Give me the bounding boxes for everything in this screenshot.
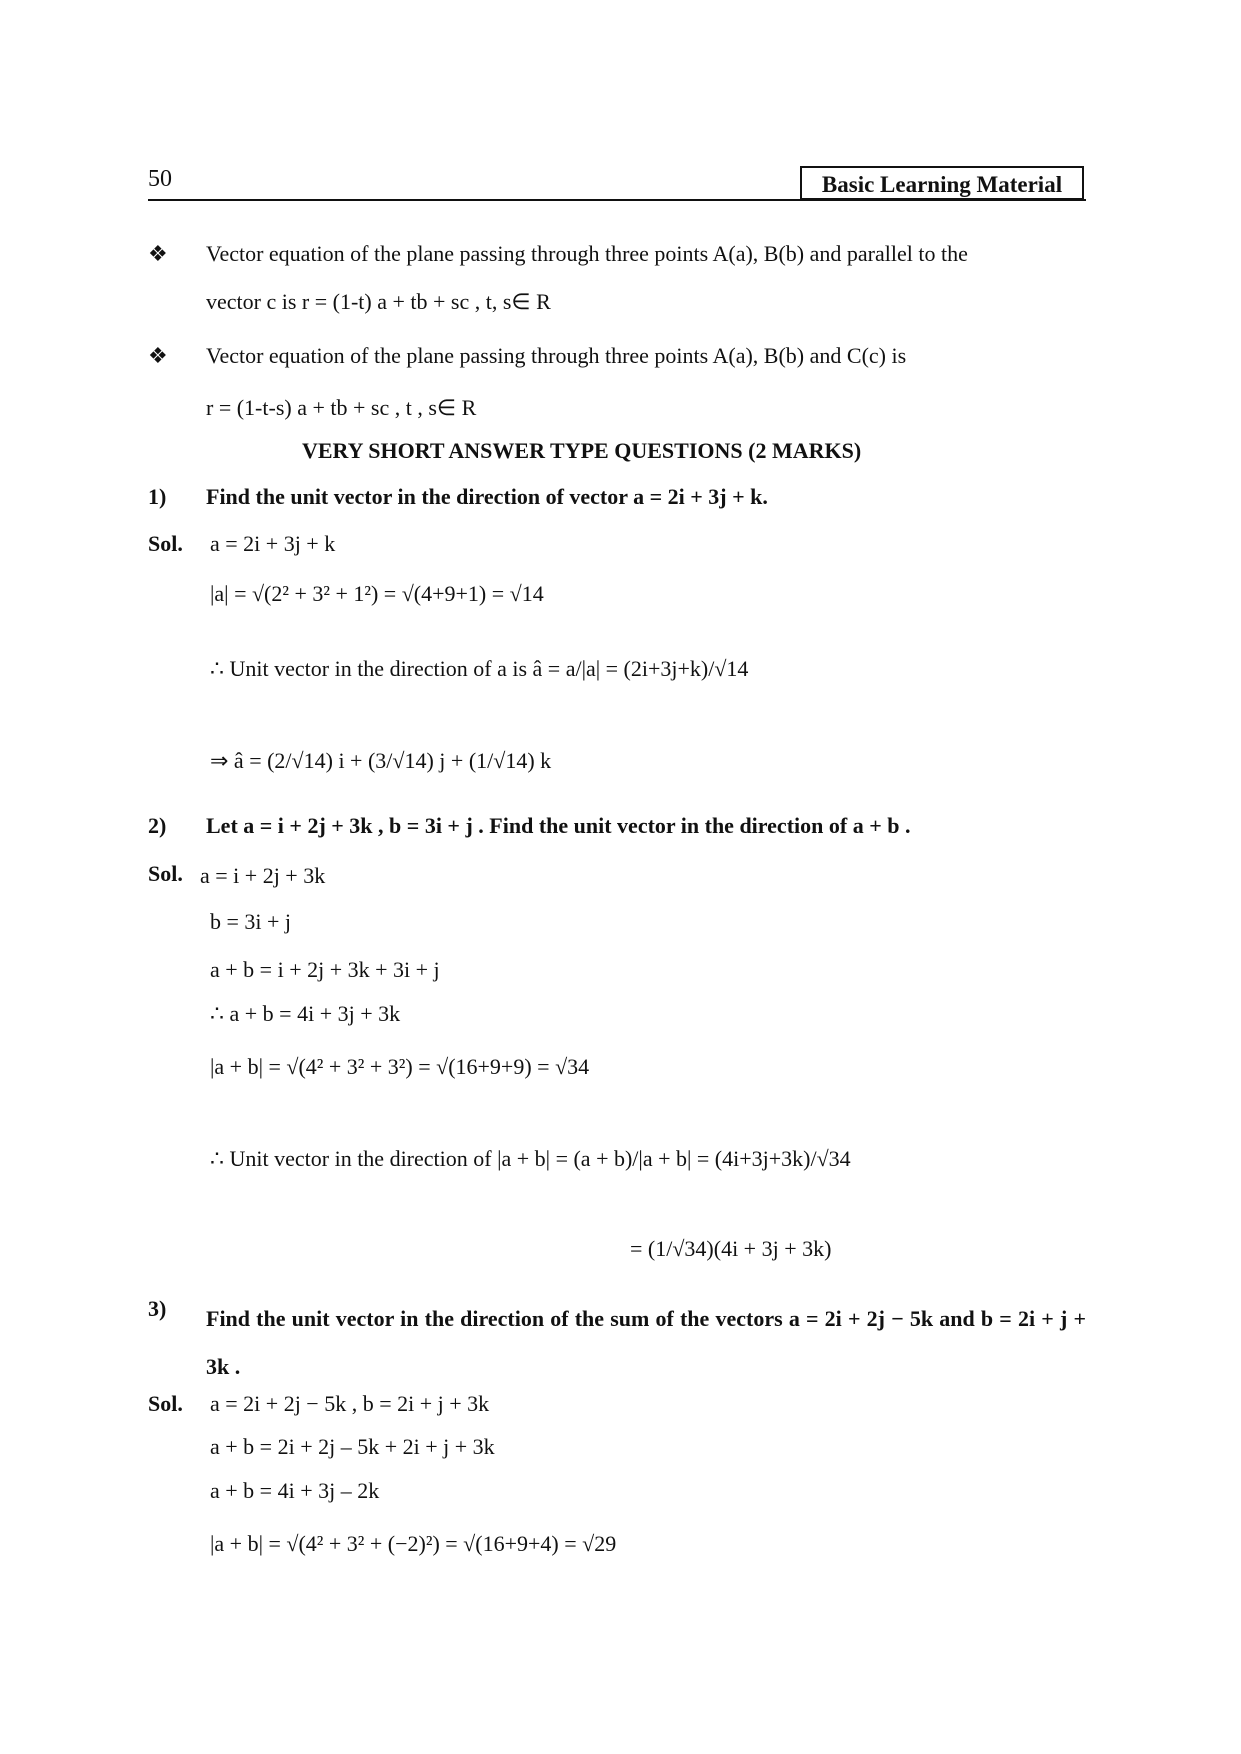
- page-number: 50: [148, 166, 172, 192]
- sol-label: Sol.: [148, 861, 183, 886]
- q2-step-6: ∴ Unit vector in the direction of |a + b| = (a + b)/|a + b| = (4i+3j+3k)/√34: [210, 1146, 851, 1171]
- q1-step-4: ⇒ â = (2/√14) i + (3/√14) j + (1/√14) k: [210, 748, 552, 773]
- q2-step-5: |a + b| = √(4² + 3² + 3²) = √(16+9+9) = √34: [210, 1054, 590, 1079]
- bullet-icon: ❖: [148, 241, 168, 266]
- q1-step-1: a = 2i + 3j + k: [210, 531, 336, 556]
- question-number: 1): [148, 484, 167, 509]
- q2-step-2: b = 3i + j: [210, 909, 292, 934]
- q3-step-3: a + b = 4i + 3j – 2k: [210, 1478, 380, 1503]
- header-rule: [148, 199, 1086, 201]
- sol-label: Sol.: [148, 531, 183, 556]
- bullet-icon: ❖: [148, 343, 168, 368]
- question-number: 3): [148, 1296, 167, 1321]
- bullet-2-line-1: Vector equation of the plane passing through three points A(a), B(b) and C(c) is: [206, 343, 907, 368]
- section-heading: VERY SHORT ANSWER TYPE QUESTIONS (2 MARKS): [302, 438, 862, 463]
- question-number: 2): [148, 813, 167, 838]
- q2-step-4: ∴ a + b = 4i + 3j + 3k: [210, 1001, 401, 1026]
- q1-step-3: ∴ Unit vector in the direction of a is â = a/|a| = (2i+3j+k)/√14: [210, 656, 749, 681]
- q3-step-4: |a + b| = √(4² + 3² + (−2)²) = √(16+9+4) = √29: [210, 1531, 617, 1556]
- question-2-text: Let a = i + 2j + 3k , b = 3i + j . Find the unit vector in the direction of a + b .: [206, 813, 911, 838]
- q1-step-2: |a| = √(2² + 3² + 1²) = √(4+9+1) = √14: [210, 581, 544, 606]
- question-1-text: Find the unit vector in the direction of vector a = 2i + 3j + k.: [206, 484, 768, 509]
- q2-step-3: a + b = i + 2j + 3k + 3i + j: [210, 957, 440, 982]
- header-title-box: Basic Learning Material: [800, 166, 1084, 200]
- bullet-1-line-2: vector c is r = (1-t) a + tb + sc , t, s∈ R: [206, 289, 551, 314]
- q2-step-1: a = i + 2j + 3k: [200, 863, 326, 888]
- question-3-text: Find the unit vector in the direction of the sum of the vectors a = 2i + 2j − 5k and b = 2i + j + 3k .: [206, 1306, 1086, 1379]
- q3-step-1: a = 2i + 2j − 5k , b = 2i + j + 3k: [210, 1391, 490, 1416]
- q2-step-7: = (1/√34)(4i + 3j + 3k): [630, 1236, 832, 1261]
- sol-label: Sol.: [148, 1391, 183, 1416]
- q3-step-2: a + b = 2i + 2j – 5k + 2i + j + 3k: [210, 1434, 495, 1459]
- bullet-1-line-1: Vector equation of the plane passing through three points A(a), B(b) and parallel to the: [206, 241, 968, 266]
- bullet-2-line-2: r = (1-t-s) a + tb + sc , t , s∈ R: [206, 395, 477, 420]
